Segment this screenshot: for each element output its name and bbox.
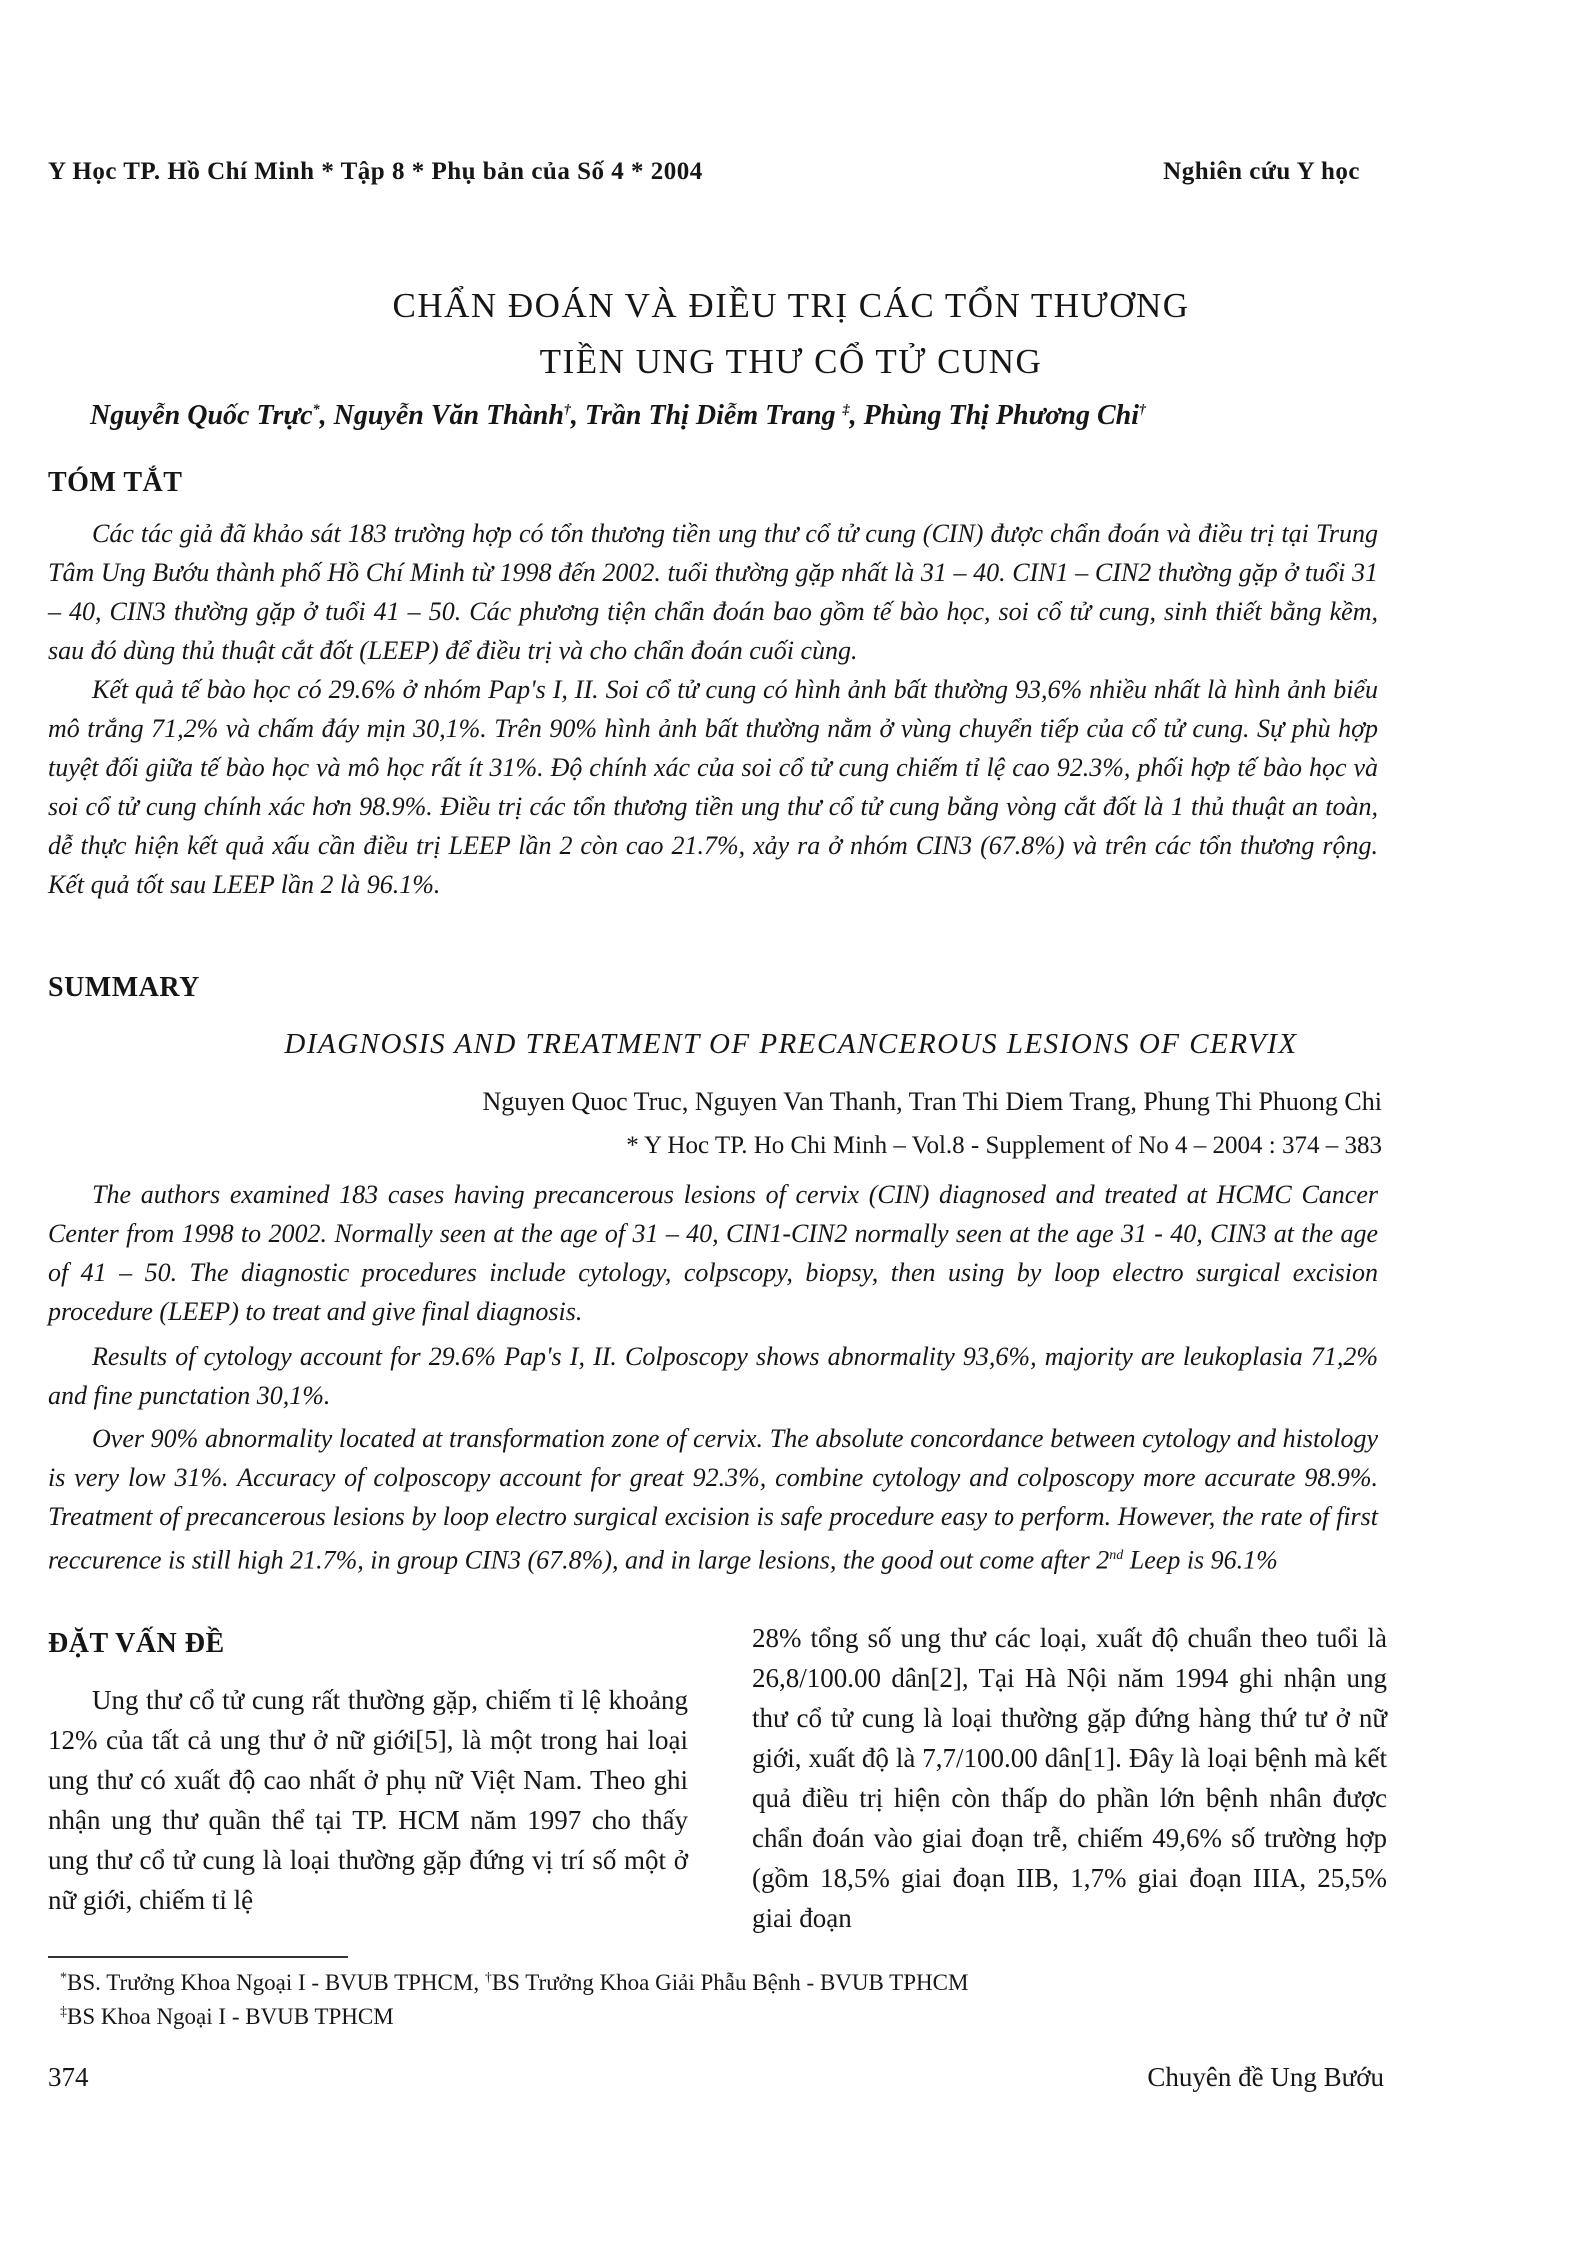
summary-title: DIAGNOSIS AND TREATMENT OF PRECANCEROUS LESIONS OF CERVIX [284,1028,1298,1060]
summary-paragraph-2: Results of cytology account for 29.6% Pap's I, II. Colposcopy shows abnormality 93,6%, majority are leukoplasia 71,2% and fine punctation 30,1%. [48,1342,1378,1410]
running-header-journal: Y Học TP. Hồ Chí Minh * Tập 8 * Phụ bản của Số 4 * 2004 [48,158,703,185]
intro-left-column [48,1628,688,1920]
footnote-mark: † [484,1970,492,1986]
footnote-mark: * [60,1970,67,1986]
author-mark: * [312,402,320,418]
summary-paragraph-3-end: Leep is 96.1% [1123,1545,1278,1575]
intro-left-text: Ung thư cổ tử cung rất thường gặp, chiếm tỉ lệ khoảng 12% của tất cả ung thư ở nữ giới[5], là một trong hai loại ung thư có xuất độ cao nhất ở phụ nữ Việt Nam. Theo ghi nhận ung thư quần thể tại TP. HCM năm 1997 cho thấy ung thư cổ tử cung là loại thường gặp đứng vị trí số một ở nữ giới, chiếm tỉ lệ [48,1685,688,1915]
summary-paragraph-3-text: Over 90% abnormality located at transformation zone of cervix. The absolute concordance between cytology and histology is very low 31%. Accuracy of colposcopy account for great 92.3%, combine cytology and colposcopy more accurate 98.9%. Treatment of precancerous lesions by loop electro surgical excision is safe procedure easy to perform. However, the rate of first reccurence is still high 21.7%, in group CIN3 (67.8%), and in large lesions, the good out come after 2 [48,1424,1378,1575]
summary-ordinal: nd [1109,1548,1124,1563]
page-number: 374 [48,2062,89,2092]
author-mark: † [1139,402,1146,418]
intro-right-column [752,1618,1387,1938]
summary-citation: * Y Hoc TP. Ho Chi Minh – Vol.8 - Supplement of No 4 – 2004 : 374 – 383 [626,1132,1382,1159]
summary-authors: Nguyen Quoc Truc, Nguyen Van Thanh, Tran Thi Diem Trang, Phung Thi Phuong Chi [482,1087,1382,1116]
footnote-separator [48,1956,348,1958]
intro-right-text: 28% tổng số ung thư các loại, xuất độ chuẩn theo tuổi là 26,8/100.00 dân[2], Tại Hà Nội năm 1994 ghi nhận ung thư cổ tử cung là loại thường gặp đứng hàng thứ tư ở nữ giới, xuất độ là 7,7/100.00 dân[1]. Đây là loại bệnh mà kết quả điều trị hiện còn thấp do phần lớn bệnh nhân được chẩn đoán vào giai đoạn trễ, chiếm 49,6% số trường hợp (gồm 18,5% giai đoạn IIB, 1,7% giai đoạn IIIA, 25,5% giai đoạn [752,1623,1387,1933]
running-header-section: Nghiên cứu Y học [1163,158,1360,185]
author-mark: ‡ [842,402,850,418]
footnote-line-2 [60,2004,394,2030]
title-line-1: CHẨN ĐOÁN VÀ ĐIỀU TRỊ CÁC TỔN THƯƠNG [392,286,1190,325]
abstract-vi-paragraph-1: Các tác giả đã khảo sát 183 trường hợp có tổn thương tiền ung thư cổ tử cung (CIN) được chẩn đoán và điều trị tại Trung Tâm Ung Bướu thành phố Hồ Chí Minh từ 1998 đến 2002. tuổi thường gặp nhất là 31 – 40. CIN1 – CIN2 thường gặp ở tuổi 31 – 40, CIN3 thường gặp ở tuổi 41 – 50. Các phương tiện chẩn đoán bao gồm tế bào học, soi cổ tử cung, sinh thiết bằng kềm, sau đó dùng thủ thuật cắt đốt (LEEP) để điều trị và cho chẩn đoán cuối cùng. [48,519,1378,665]
author-list: Nguyễn Quốc Trực*, Nguyễn Văn Thành†, Trần Thị Diễm Trang ‡, Phùng Thị Phương Chi† [90,400,1146,431]
summary-paragraph-3 [48,1419,1378,1580]
paper-title [0,278,1582,390]
summary-heading: SUMMARY [48,972,200,1003]
summary-paragraph-1: The authors examined 183 cases having precancerous lesions of cervix (CIN) diagnosed and treated at HCMC Cancer Center from 1998 to 2002. Normally seen at the age of 31 – 40, CIN1-CIN2 normally seen at the age 31 - 40, CIN3 at the age of 41 – 50. The diagnostic procedures include cytology, colpscopy, biopsy, then using by loop electro surgical excision procedure (LEEP) to treat and give final diagnosis. [48,1180,1378,1326]
abstract-vi-heading: TÓM TẮT [48,467,183,498]
intro-heading: ĐẶT VẤN ĐỀ [48,1628,225,1659]
author-name: Nguyễn Văn Thành [333,400,564,431]
footnote-text: BS Trưởng Khoa Giải Phẫu Bệnh - BVUB TPHCM [491,1970,969,1995]
abstract-vi-paragraph-2: Kết quả tế bào học có 29.6% ở nhóm Pap's I, II. Soi cổ tử cung có hình ảnh bất thường 93,6% nhiều nhất là hình ảnh biểu mô trắng 71,2% và chấm đáy mịn 30,1%. Trên 90% hình ảnh bất thường nằm ở vùng chuyển tiếp của cổ tử cung. Sự phù hợp tuyệt đối giữa tế bào học và mô học rất ít 31%. Độ chính xác của soi cổ tử cung chiếm tỉ lệ cao 92.3%, phối hợp tế bào học và soi cổ tử cung chính xác hơn 98.9%. Điều trị các tổn thương tiền ung thư cổ tử cung bằng vòng cắt đốt là 1 thủ thuật an toàn, dễ thực hiện kết quả xấu cần điều trị LEEP lần 2 còn cao 21.7%, xảy ra ở nhóm CIN3 (67.8%) và trên các tổn thương rộng. Kết quả tốt sau LEEP lần 2 là 96.1%. [48,675,1378,899]
author-name: Nguyễn Quốc Trực [90,400,313,431]
footer-section: Chuyên đề Ung Bướu [1147,2062,1384,2092]
footnote-text: BS. Trưởng Khoa Ngoại I - BVUB TPHCM, [67,1970,480,1995]
author-name: Trần Thị Diễm Trang [584,400,836,431]
title-line-2: TIỀN UNG THƯ CỔ TỬ CUNG [539,342,1043,381]
footnote-text: BS Khoa Ngoại I - BVUB TPHCM [67,2004,394,2029]
author-name: Phùng Thị Phương Chi [863,400,1139,431]
author-mark: † [563,402,571,418]
footnote-mark: ‡ [60,2004,67,2020]
footnote-line-1 [60,1970,968,1996]
